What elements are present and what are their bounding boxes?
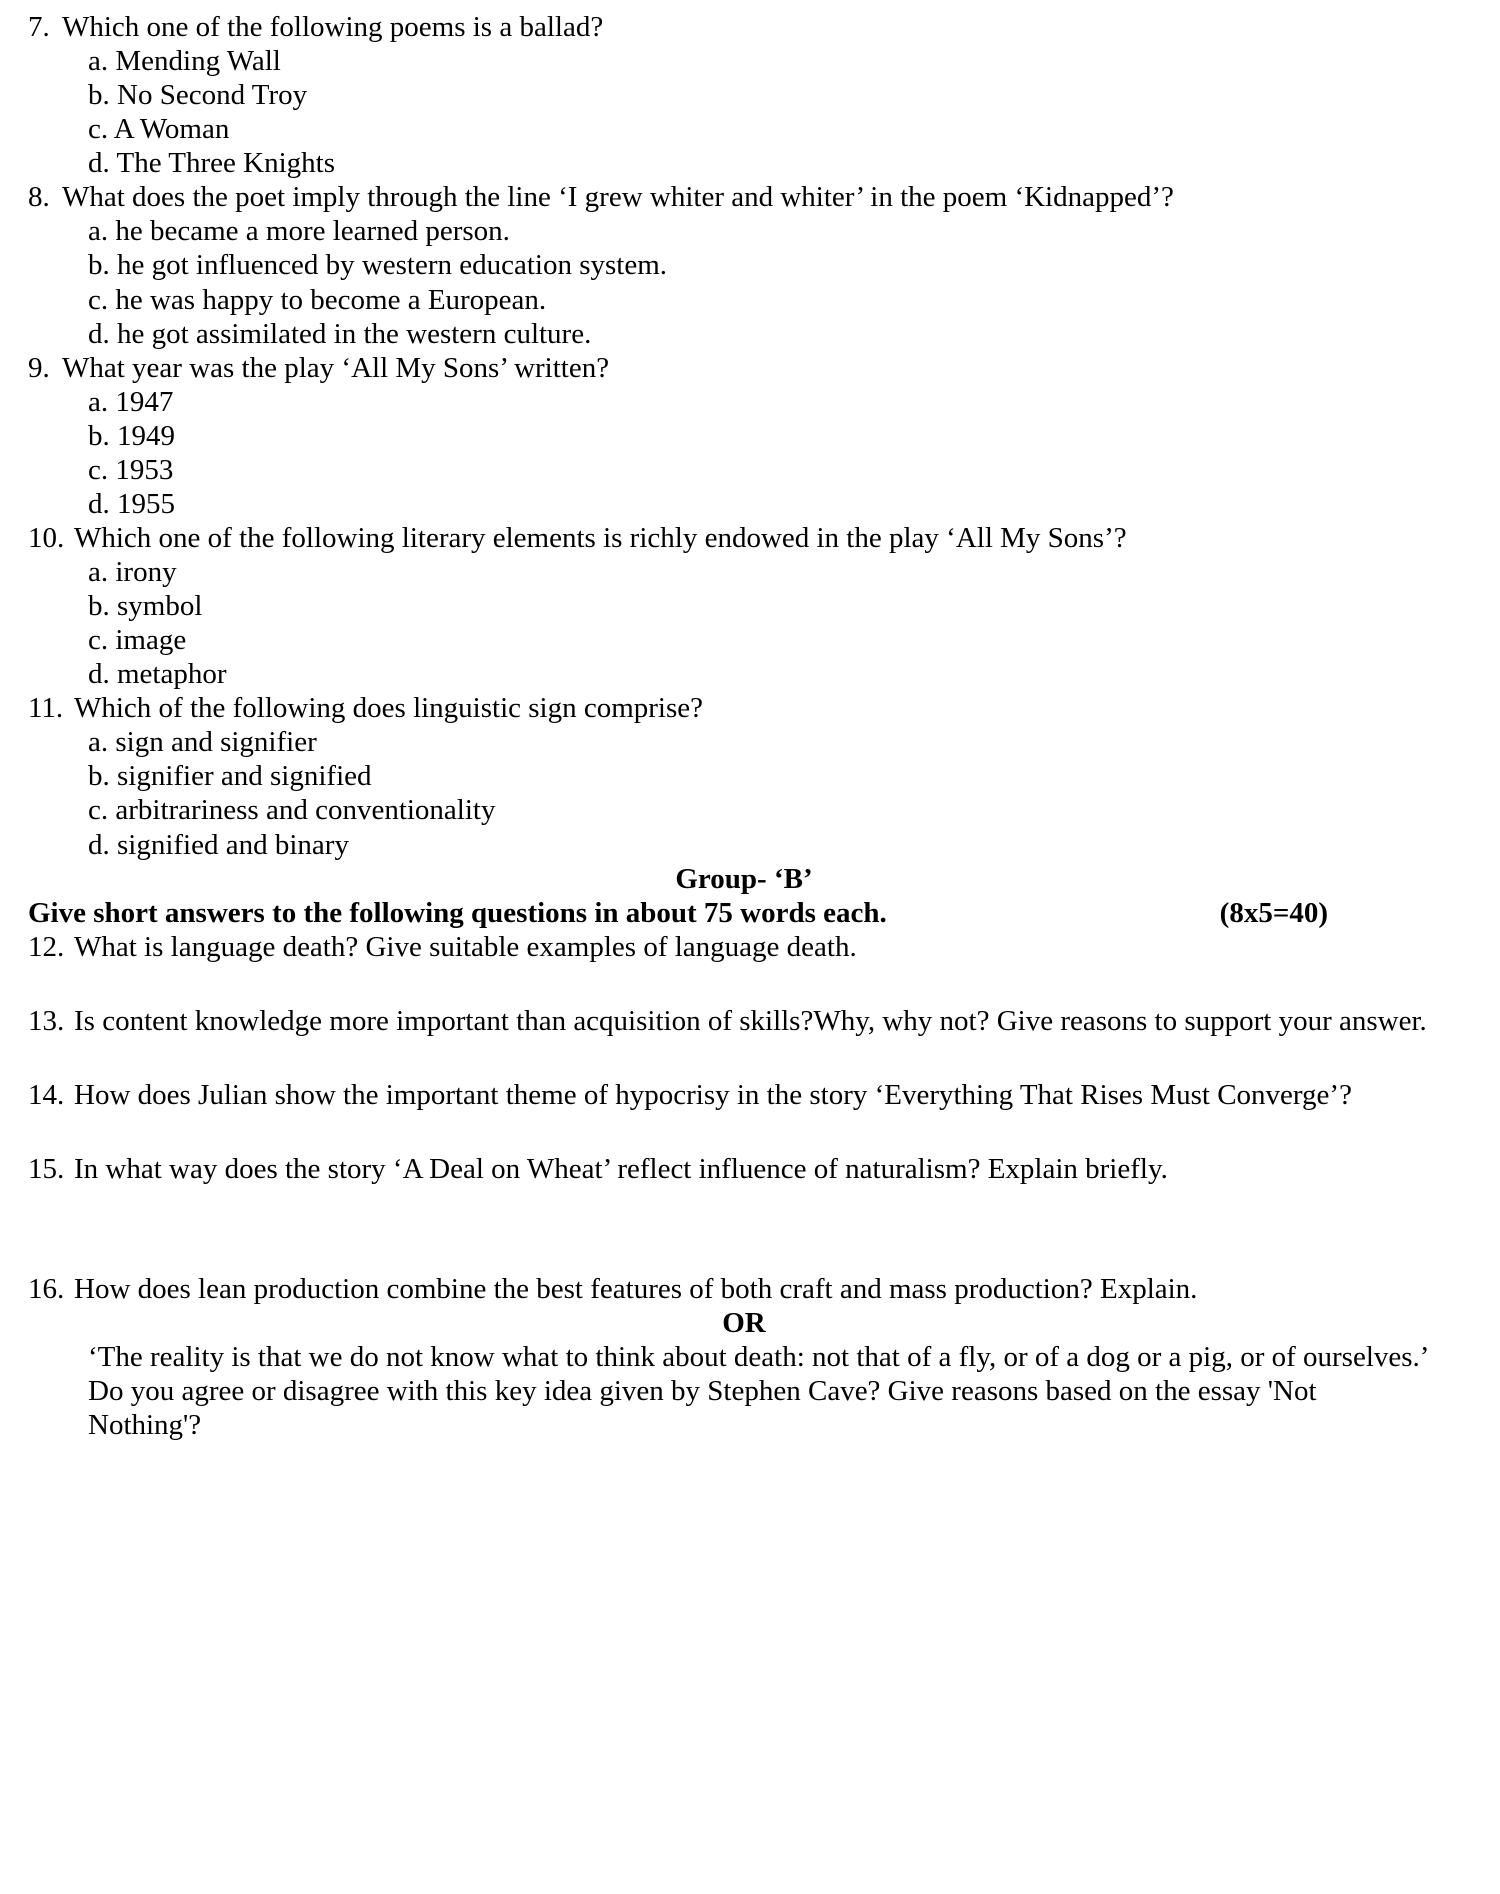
option-item: d. The Three Knights [88, 147, 335, 180]
question-number: 7. [28, 11, 50, 43]
instruction-text: Give short answers to the following questions in about 75 words each. [28, 896, 887, 929]
short-answer-question-list [28, 930, 1460, 1443]
alternative-question-text: ‘The reality is that we do not know what to think about death: not that of a fly, or of a dog or a pig, or of ourselves.’ Do you agree or disagree with this key idea given by Stephen Cave? Give reasons based on the essay 'Not Nothing'? [88, 1341, 1428, 1442]
question-text: What is language death? Give suitable examples of language death. [74, 930, 857, 963]
question-number: 12. [28, 930, 65, 963]
short-answer-instruction [28, 896, 1460, 930]
option-list [28, 385, 1460, 521]
question-text: Which one of the following literary elements is richly endowed in the play ‘All My Sons’? [74, 521, 1127, 554]
question-number: 14. [28, 1078, 65, 1111]
instruction-spacer [887, 896, 1220, 930]
question-item [28, 1004, 1460, 1038]
question-text: How does lean production combine the best features of both craft and mass production? Explain. [74, 1272, 1198, 1305]
question-text: What year was the play ‘All My Sons’ written? [62, 351, 610, 384]
option-item: a. 1947 [88, 385, 174, 418]
option-item: d. 1955 [88, 487, 175, 520]
question-number: 15. [28, 1152, 65, 1185]
option-item: a. irony [88, 556, 177, 588]
question-item [28, 180, 1460, 214]
question-item [28, 521, 1460, 555]
option-item: c. arbitrariness and conventionality [88, 794, 496, 827]
question-number: 10. [28, 521, 65, 554]
option-item: a. sign and signifier [88, 726, 317, 759]
option-item: b. signifier and signified [88, 760, 372, 793]
option-list [28, 214, 1460, 350]
question-text: Which one of the following poems is a ballad? [62, 11, 604, 43]
question-item [28, 1078, 1460, 1112]
question-text: What does the poet imply through the line ‘I grew whiter and whiter’ in the poem ‘Kidnapped’? [62, 181, 1174, 214]
option-item: c. A Woman [88, 113, 230, 146]
option-item: b. symbol [88, 590, 203, 623]
question-item [28, 691, 1460, 725]
marks-allocation: (8x5=40) [1219, 896, 1328, 929]
option-list [28, 555, 1460, 691]
option-item: d. he got assimilated in the western culture. [88, 317, 592, 350]
option-item: b. No Second Troy [88, 79, 308, 112]
option-item: a. Mending Wall [88, 45, 281, 78]
group-b-heading: Group- ‘B’ [675, 862, 813, 895]
question-number: 8. [28, 181, 50, 214]
question-item [28, 1272, 1460, 1306]
question-text: How does Julian show the important theme of hypocrisy in the story ‘Everything That Rises Must Converge’? [74, 1078, 1352, 1111]
question-text: Which of the following does linguistic sign comprise? [74, 692, 704, 725]
question-spacer [28, 964, 1460, 1004]
question-item [28, 1152, 1460, 1186]
option-item: b. he got influenced by western education system. [88, 249, 668, 282]
question-item [28, 351, 1460, 385]
option-item: c. image [88, 624, 187, 657]
question-number: 11. [28, 692, 64, 725]
or-separator: OR [722, 1307, 766, 1339]
question-number: 13. [28, 1004, 65, 1037]
option-item: c. he was happy to become a European. [88, 283, 547, 316]
option-list [28, 725, 1460, 861]
question-item [28, 930, 1460, 964]
option-list [28, 44, 1460, 180]
question-item [28, 10, 1460, 44]
option-item: b. 1949 [88, 419, 175, 452]
question-text: Is content knowledge more important than acquisition of skills?Why, why not? Give reasons to support your answer. [74, 1004, 1427, 1037]
question-spacer [28, 1186, 1460, 1272]
question-spacer [28, 1038, 1460, 1078]
option-item: d. signified and binary [88, 828, 349, 861]
question-text: In what way does the story ‘A Deal on Wheat’ reflect influence of naturalism? Explain briefly. [74, 1152, 1168, 1185]
question-spacer [28, 1112, 1460, 1152]
question-number: 16. [28, 1272, 65, 1305]
option-item: c. 1953 [88, 453, 174, 486]
question-number: 9. [28, 351, 50, 384]
option-item: a. he became a more learned person. [88, 215, 510, 248]
option-item: d. metaphor [88, 658, 227, 691]
